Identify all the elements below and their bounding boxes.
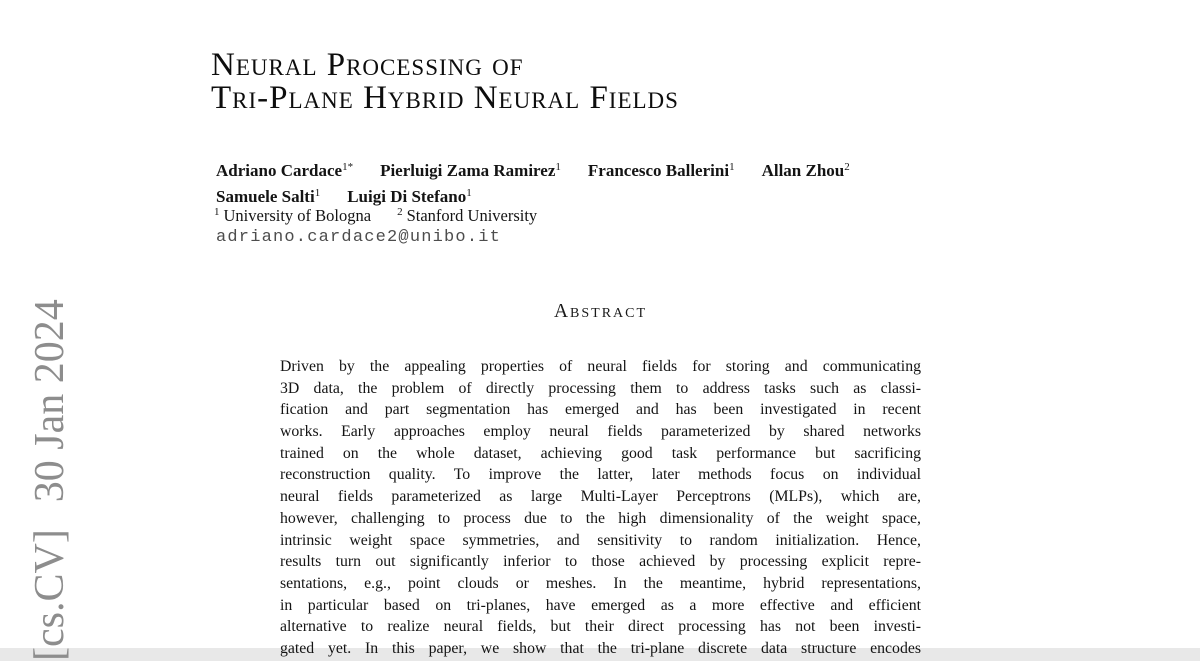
arxiv-date-label: 30 Jan 2024: [27, 299, 73, 503]
arxiv-watermark: [29, 299, 71, 661]
authors-block: [216, 159, 850, 211]
abstract-line: neural fields parameterized as large Multi-Layer Perceptrons (MLPs), which are,: [280, 488, 921, 506]
contact-email: adriano.cardace2@unibo.it: [216, 228, 502, 247]
author-name: Adriano Cardace: [216, 161, 343, 180]
abstract-line: alternative to realize neural fields, but their direct processing has not been investi-: [280, 618, 921, 636]
author-item: [588, 159, 735, 185]
affiliation-item: [397, 205, 537, 229]
abstract-line: Driven by the appealing properties of neural fields for storing and communicating: [280, 358, 921, 375]
paper-title: [211, 49, 679, 115]
affiliation-name: Stanford University: [406, 206, 538, 225]
abstract-line: trained on the whole dataset, achieving good task performance but sacrificing: [280, 444, 921, 462]
abstract-line: 3D data, the problem of directly processing them to address tasks such as classi-: [280, 379, 921, 397]
author-affiliation-sup: 1: [729, 161, 735, 173]
affiliation-item: [214, 205, 371, 229]
arxiv-category-label: [cs.CV]: [27, 529, 73, 661]
affiliation-sup: 2: [397, 206, 403, 218]
author-name: Francesco Ballerini: [587, 161, 730, 180]
abstract-line: sentations, e.g., point clouds or meshes. In the meantime, hybrid representations,: [280, 574, 921, 592]
author-affiliation-sup: 1: [314, 187, 321, 199]
title-line-1: Neural Processing of: [211, 47, 524, 83]
affiliation-name: University of Bologna: [223, 206, 372, 225]
title-line-2: Tri-Plane Hybrid Neural Fields: [211, 80, 679, 116]
author-name: Allan Zhou: [761, 161, 845, 180]
abstract-line: gated yet. In this paper, we show that the tri-plane discrete data structure encodes: [280, 639, 921, 657]
abstract-line: intrinsic weight space symmetries, and sensitivity to random initialization. Hence,: [280, 531, 921, 549]
author-name: Samuele Salti: [216, 187, 315, 206]
author-affiliation-sup: 2: [844, 161, 850, 173]
abstract-heading: Abstract: [553, 301, 648, 322]
author-row-1: [216, 159, 850, 185]
author-item: [216, 159, 353, 185]
abstract-body: [280, 356, 921, 660]
abstract-line: however, challenging to process due to the high dimensionality of the weight space,: [280, 509, 921, 527]
abstract-line: reconstruction quality. To improve the latter, later methods focus on individual: [280, 466, 921, 484]
affiliation-sup: 1: [214, 206, 220, 218]
abstract-line: works. Early approaches employ neural fields parameterized by shared networks: [280, 423, 921, 441]
author-name: Luigi Di Stefano: [347, 187, 467, 206]
author-item: [380, 159, 561, 185]
author-affiliation-sup: 1: [466, 187, 472, 199]
abstract-line: fication and part segmentation has emerged and has been investigated in recent: [280, 401, 921, 419]
abstract-line: results turn out significantly inferior to those achieved by processing explicit repre-: [280, 553, 921, 571]
abstract-line: in particular based on tri-planes, have emerged as a more effective and efficient: [280, 596, 921, 614]
affiliations-row: [214, 205, 537, 229]
author-item: [762, 159, 850, 185]
author-name: Pierluigi Zama Ramirez: [380, 161, 556, 180]
author-affiliation-sup: 1*: [342, 161, 354, 173]
author-affiliation-sup: 1: [555, 161, 561, 173]
